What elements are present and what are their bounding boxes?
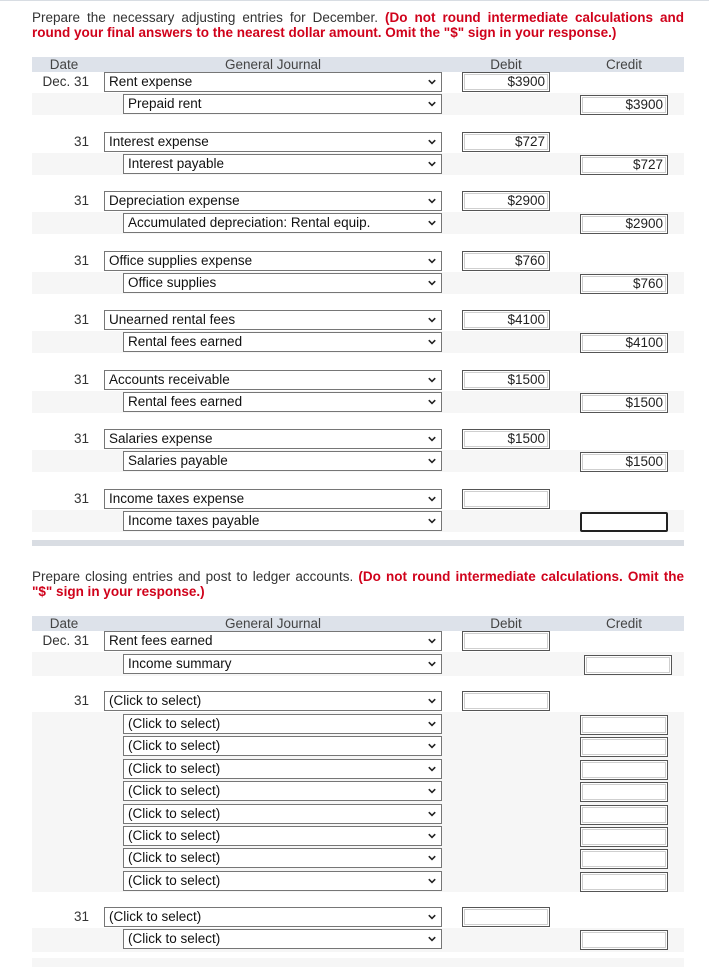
chevron-down-icon xyxy=(428,78,436,86)
header-credit: Credit xyxy=(605,57,642,72)
select-value: Interest payable xyxy=(128,156,225,171)
select-value: Accumulated depreciation: Rental equip. xyxy=(128,215,371,230)
journal-credit-row xyxy=(32,736,684,756)
chevron-down-icon xyxy=(428,742,436,750)
chevron-down-icon xyxy=(428,913,436,921)
entry-date: 31 xyxy=(73,193,89,208)
select-value: Rental fees earned xyxy=(128,334,243,349)
instruction-emphasis: (Do not round intermediate calculations. Omit the "$" sign in your response.) xyxy=(32,569,685,599)
credit-amount-input[interactable]: $727 xyxy=(580,155,668,175)
credit-amount-input[interactable] xyxy=(584,655,672,675)
credit-account-select[interactable] xyxy=(123,213,442,233)
credit-account-select[interactable] xyxy=(123,759,442,779)
debit-amount-input[interactable]: $4100 xyxy=(462,310,550,330)
credit-account-select[interactable] xyxy=(123,826,442,846)
journal-credit-row xyxy=(32,929,684,949)
credit-amount-input[interactable] xyxy=(580,827,668,847)
header-date: Date xyxy=(49,57,79,72)
journal-header xyxy=(32,616,684,631)
chevron-down-icon xyxy=(428,376,436,384)
credit-amount-input[interactable]: $4100 xyxy=(580,333,668,353)
row-band xyxy=(32,958,684,967)
journal-credit-row xyxy=(32,392,684,412)
debit-account-select[interactable] xyxy=(104,132,442,152)
credit-account-select[interactable] xyxy=(123,332,442,352)
chevron-down-icon xyxy=(428,765,436,773)
instruction-text: Prepare the necessary adjusting entries for December. xyxy=(32,10,385,25)
journal-debit-row xyxy=(32,631,684,651)
credit-amount-input[interactable] xyxy=(580,512,668,532)
select-value: Rental fees earned xyxy=(128,394,243,409)
debit-amount-input[interactable]: $760 xyxy=(462,251,550,271)
debit-account-select[interactable] xyxy=(104,310,442,330)
debit-amount-input[interactable] xyxy=(462,489,550,509)
section-divider xyxy=(32,540,684,546)
journal-debit-row xyxy=(32,191,684,211)
journal-credit-row xyxy=(32,714,684,734)
credit-account-select[interactable] xyxy=(123,273,442,293)
chevron-down-icon xyxy=(428,316,436,324)
select-value: (Click to select) xyxy=(128,872,221,888)
journal-credit-row xyxy=(32,332,684,352)
chevron-down-icon xyxy=(428,810,436,818)
entry-date: 31 xyxy=(73,909,89,924)
select-value: Office supplies expense xyxy=(109,253,253,268)
header-debit: Debit xyxy=(490,57,522,72)
select-value: Salaries payable xyxy=(128,453,228,468)
debit-account-select[interactable] xyxy=(104,251,442,271)
select-value: (Click to select) xyxy=(128,828,221,843)
credit-amount-input[interactable]: $2900 xyxy=(580,214,668,234)
journal-credit-row xyxy=(32,213,684,233)
credit-account-select[interactable] xyxy=(123,736,442,756)
select-value: (Click to select) xyxy=(128,850,221,866)
entry-date: 31 xyxy=(73,693,89,708)
closing-instructions xyxy=(32,569,684,599)
credit-amount-input[interactable] xyxy=(580,715,668,735)
journal-debit-row xyxy=(32,370,684,390)
chevron-down-icon xyxy=(428,877,436,885)
credit-amount-input[interactable]: $3900 xyxy=(580,95,668,115)
journal-debit-row xyxy=(32,691,684,711)
entry-date: 31 xyxy=(73,253,89,268)
journal-credit-row xyxy=(32,94,684,114)
header-credit: Credit xyxy=(605,616,642,631)
debit-amount-input[interactable] xyxy=(462,691,550,711)
adjusting-instructions xyxy=(32,10,684,40)
chevron-down-icon xyxy=(428,517,436,525)
credit-amount-input[interactable] xyxy=(580,737,668,757)
instruction-emphasis: (Do not round intermediate calculations and round your final answers to the nearest dollar amount. Omit the "$" sign in your response.) xyxy=(32,10,684,40)
chevron-down-icon xyxy=(428,854,436,862)
select-value: Accounts receivable xyxy=(109,372,230,387)
select-value: (Click to select) xyxy=(128,783,221,799)
journal-credit-row xyxy=(32,848,684,868)
journal-credit-row xyxy=(32,511,684,531)
entry-date: Dec. 31 xyxy=(42,633,89,648)
journal-debit-row xyxy=(32,251,684,271)
chevron-down-icon xyxy=(428,787,436,795)
chevron-down-icon xyxy=(428,279,436,287)
credit-amount-input[interactable]: $1500 xyxy=(580,393,668,413)
debit-amount-input[interactable]: $2900 xyxy=(462,191,550,211)
journal-debit-row xyxy=(32,429,684,449)
chevron-down-icon xyxy=(428,160,436,168)
select-value: Income taxes payable xyxy=(128,513,260,528)
debit-account-select[interactable] xyxy=(104,907,442,927)
select-value: Interest expense xyxy=(109,134,209,149)
credit-account-select[interactable] xyxy=(123,848,442,868)
chevron-down-icon xyxy=(428,637,436,645)
journal-credit-row xyxy=(32,826,684,846)
debit-amount-input[interactable]: $1500 xyxy=(462,429,550,449)
credit-account-select[interactable] xyxy=(123,781,442,801)
entry-date: 31 xyxy=(73,372,89,387)
entry-date: Dec. 31 xyxy=(42,74,89,89)
credit-amount-input[interactable] xyxy=(580,805,668,825)
credit-amount-input[interactable] xyxy=(580,930,668,950)
select-value: Income summary xyxy=(128,656,232,671)
credit-account-select[interactable] xyxy=(123,714,442,734)
credit-amount-input[interactable] xyxy=(580,849,668,869)
chevron-down-icon xyxy=(428,100,436,108)
journal-header xyxy=(32,57,684,72)
journal-debit-row xyxy=(32,72,684,92)
credit-amount-input[interactable] xyxy=(580,760,668,780)
journal-credit-row xyxy=(32,804,684,824)
select-value: Unearned rental fees xyxy=(109,312,236,327)
credit-account-select[interactable] xyxy=(123,94,442,114)
credit-account-select[interactable] xyxy=(123,511,442,531)
debit-account-select[interactable] xyxy=(104,370,442,390)
header-general-journal: General Journal xyxy=(224,616,322,631)
select-value: Salaries expense xyxy=(109,431,213,446)
debit-account-select[interactable] xyxy=(104,691,442,711)
select-value: Rent expense xyxy=(109,74,193,89)
select-value: (Click to select) xyxy=(109,909,202,924)
entry-date: 31 xyxy=(73,134,89,149)
credit-amount-input[interactable]: $1500 xyxy=(580,452,668,472)
chevron-down-icon xyxy=(428,219,436,227)
credit-account-select[interactable] xyxy=(123,871,442,891)
debit-account-select[interactable] xyxy=(104,489,442,509)
chevron-down-icon xyxy=(428,660,436,668)
journal-credit-row xyxy=(32,654,684,674)
credit-account-select[interactable] xyxy=(123,451,442,471)
credit-account-select[interactable] xyxy=(123,392,442,412)
journal-debit-row xyxy=(32,310,684,330)
select-value: (Click to select) xyxy=(128,760,221,776)
select-value: (Click to select) xyxy=(128,716,221,731)
chevron-down-icon xyxy=(428,338,436,346)
debit-amount-input[interactable]: $727 xyxy=(462,132,550,152)
select-value: (Click to select) xyxy=(109,693,202,708)
chevron-down-icon xyxy=(428,257,436,265)
journal-credit-row xyxy=(32,759,684,779)
credit-account-select[interactable] xyxy=(123,654,442,674)
chevron-down-icon xyxy=(428,720,436,728)
debit-account-select[interactable] xyxy=(104,631,442,651)
chevron-down-icon xyxy=(428,935,436,943)
journal-debit-row xyxy=(32,907,684,927)
select-value: Prepaid rent xyxy=(128,96,202,111)
chevron-down-icon xyxy=(428,435,436,443)
chevron-down-icon xyxy=(428,457,436,465)
journal-credit-row xyxy=(32,781,684,801)
select-value: Depreciation expense xyxy=(109,193,240,208)
debit-amount-input[interactable] xyxy=(462,631,550,651)
chevron-down-icon xyxy=(428,697,436,705)
entry-date: 31 xyxy=(73,431,89,446)
header-date: Date xyxy=(49,616,79,631)
select-value: Income taxes expense xyxy=(109,491,245,506)
debit-account-select[interactable] xyxy=(104,72,442,92)
debit-amount-input[interactable]: $3900 xyxy=(462,72,550,92)
chevron-down-icon xyxy=(428,398,436,406)
journal-debit-row xyxy=(32,489,684,509)
journal-credit-row xyxy=(32,273,684,293)
entry-date: 31 xyxy=(73,312,89,327)
credit-amount-input[interactable] xyxy=(580,872,668,892)
select-value: (Click to select) xyxy=(128,805,221,821)
credit-amount-input[interactable] xyxy=(580,782,668,802)
select-value: Rent fees earned xyxy=(109,633,213,648)
header-general-journal: General Journal xyxy=(224,57,322,72)
credit-account-select[interactable] xyxy=(123,929,442,949)
top-divider xyxy=(0,0,709,1)
debit-account-select[interactable] xyxy=(104,429,442,449)
chevron-down-icon xyxy=(428,138,436,146)
select-value: (Click to select) xyxy=(128,738,221,754)
debit-account-select[interactable] xyxy=(104,191,442,211)
chevron-down-icon xyxy=(428,495,436,503)
credit-account-select[interactable] xyxy=(123,804,442,824)
select-value: Office supplies xyxy=(128,275,217,290)
select-value: (Click to select) xyxy=(128,931,221,946)
chevron-down-icon xyxy=(428,197,436,205)
credit-amount-input[interactable]: $760 xyxy=(580,274,668,294)
journal-debit-row xyxy=(32,132,684,152)
journal-credit-row xyxy=(32,871,684,891)
entry-date: 31 xyxy=(73,491,89,506)
instruction-text: Prepare closing entries and post to ledger accounts. xyxy=(32,569,359,584)
header-debit: Debit xyxy=(490,616,522,631)
credit-account-select[interactable] xyxy=(123,154,442,174)
debit-amount-input[interactable]: $1500 xyxy=(462,370,550,390)
journal-credit-row xyxy=(32,451,684,471)
debit-amount-input[interactable] xyxy=(462,907,550,927)
chevron-down-icon xyxy=(428,832,436,840)
journal-credit-row xyxy=(32,154,684,174)
